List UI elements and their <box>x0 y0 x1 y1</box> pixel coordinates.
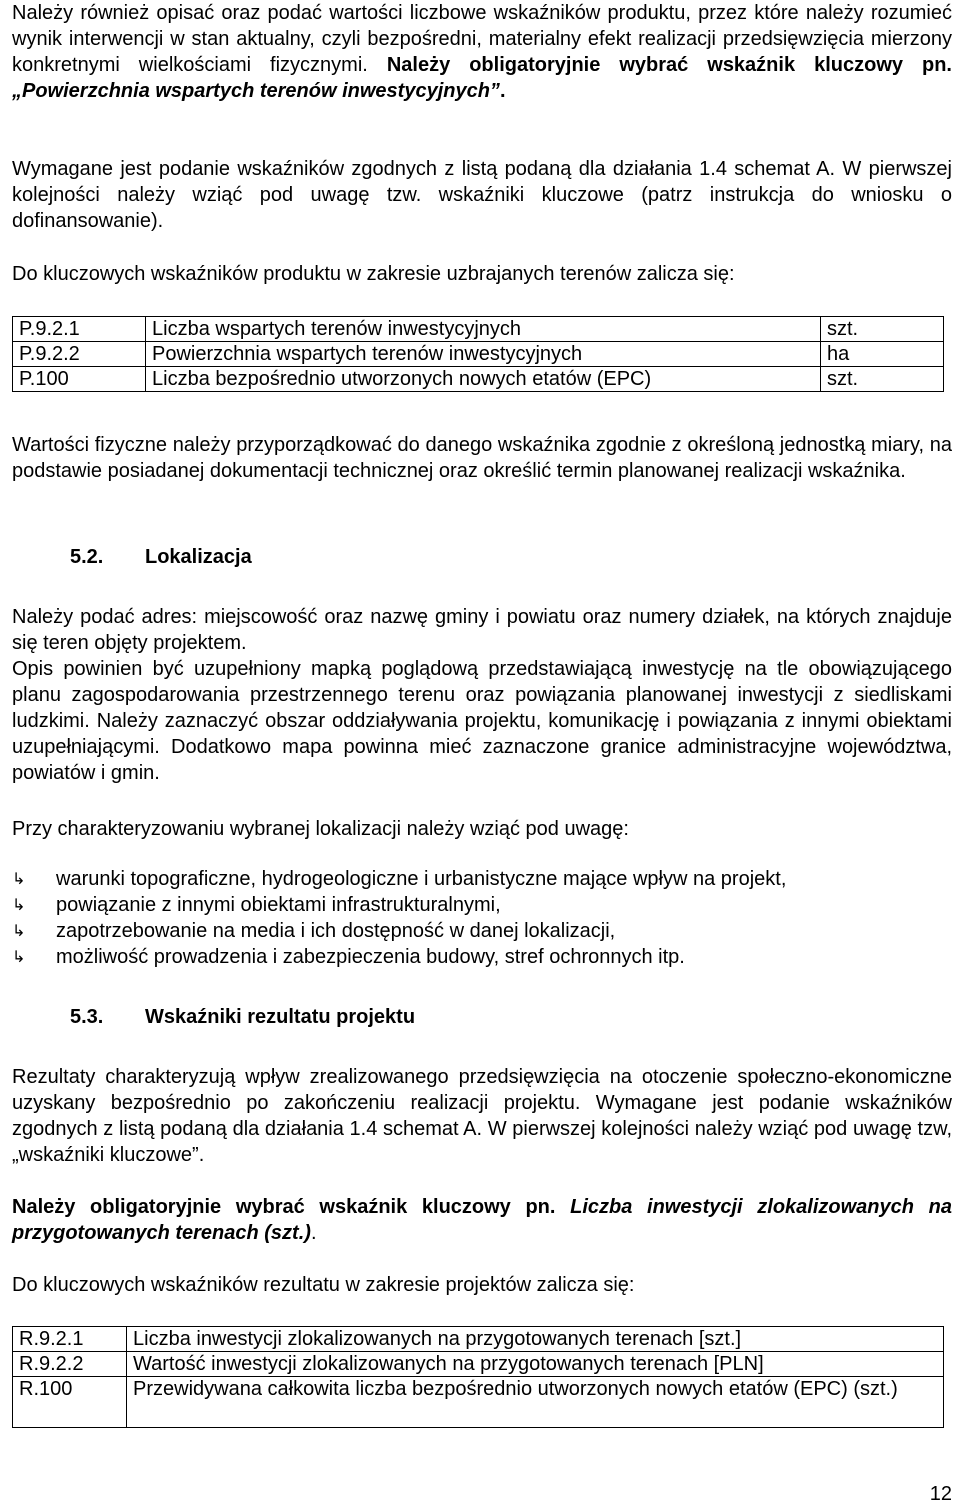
section-title-5-3: Wskaźniki rezultatu projektu <box>145 1006 416 1028</box>
obligatory-text: Należy obligatoryjnie wybrać wskaźnik kluczowy pn. <box>12 1196 571 1218</box>
return-arrow-icon: ↳ <box>12 947 26 966</box>
section-number-5-3: 5.3. <box>70 1006 104 1028</box>
address-paragraph: Należy podać adres: miejscowość oraz nazwę gminy i powiatu oraz numery działek, na których znajduje się teren objęty projektem. <box>12 606 952 654</box>
sentence-end: . <box>310 1222 317 1244</box>
indicator-unit: ha <box>821 342 944 367</box>
table-row <box>13 342 944 367</box>
table-row <box>13 1377 944 1428</box>
list-item <box>12 918 952 944</box>
list-item-text: warunki topograficzne, hydrogeologiczne i urbanistyczne mające wpływ na projekt, <box>56 868 787 890</box>
list-item-text: możliwość prowadzenia i zabezpieczenia budowy, stref ochronnych itp. <box>56 946 685 968</box>
description-paragraph: Opis powinien być uzupełniony mapką poglądową przedstawiającą inwestycję na tle obowiązującego planu zagospodarowania przestrzennego terenu oraz powiązania planowanej inwestycji z siedliskami ludzkimi. Należy zaznaczyć obszar oddziaływania projektu, komunikację i powiązania z innymi obiektami uzupełniającymi. Dodatkowo mapa powinna mieć zaznaczone granice administracyjne województwa, powiatów i gmin. <box>12 658 952 784</box>
obligatory-text: Należy obligatoryjnie wybrać wskaźnik kluczowy pn. <box>386 54 952 76</box>
indicator-code: P.9.2.1 <box>13 317 146 342</box>
product-intro: Do kluczowych wskaźników produktu w zakresie uzbrajanych terenów zalicza się: <box>12 263 735 285</box>
location-criteria-list <box>12 866 952 970</box>
table-row <box>13 317 944 342</box>
list-item <box>12 866 952 892</box>
list-item <box>12 892 952 918</box>
table-row <box>13 367 944 392</box>
required-paragraph: Wymagane jest podanie wskaźników zgodnych z listą podaną dla działania 1.4 schemat A. W pierwszej kolejności należy wziąć pod uwagę tzw. wskaźniki kluczowe (patrz instrukcja do wniosku o dofinansowanie). <box>12 158 952 232</box>
list-item-text: zapotrzebowanie na media i ich dostępność w danej lokalizacji, <box>56 920 616 942</box>
page-number: 12 <box>929 1483 952 1505</box>
sentence-end: . <box>499 80 506 102</box>
table-row <box>13 1352 944 1377</box>
return-arrow-icon: ↳ <box>12 869 26 888</box>
indicator-name: Liczba bezpośrednio utworzonych nowych etatów (EPC) <box>146 367 821 392</box>
indicator-code: R.100 <box>13 1377 127 1428</box>
key-indicator-name: Liczba inwestycji zlokalizowanych na przygotowanych terenach (szt.) <box>12 1196 952 1244</box>
indicator-code: R.9.2.1 <box>13 1327 127 1352</box>
indicator-code: P.9.2.2 <box>13 342 146 367</box>
indicator-unit: szt. <box>821 367 944 392</box>
indicator-name: Przewidywana całkowita liczba bezpośrednio utworzonych nowych etatów (EPC) (szt.) <box>127 1377 944 1428</box>
indicator-name: Wartość inwestycji zlokalizowanych na przygotowanych terenach [PLN] <box>127 1352 944 1377</box>
section-title-5-2: Lokalizacja <box>145 546 252 568</box>
key-indicator-name: „Powierzchnia wspartych terenów inwestycyjnych” <box>12 80 500 102</box>
indicator-code: P.100 <box>13 367 146 392</box>
section-number-5-2: 5.2. <box>70 546 104 568</box>
return-arrow-icon: ↳ <box>12 895 26 914</box>
product-indicators-table <box>12 316 944 392</box>
indicator-code: R.9.2.2 <box>13 1352 127 1377</box>
indicator-unit: szt. <box>821 317 944 342</box>
indicator-name: Liczba inwestycji zlokalizowanych na przygotowanych terenach [szt.] <box>127 1327 944 1352</box>
indicator-name: Powierzchnia wspartych terenów inwestycyjnych <box>146 342 821 367</box>
obligatory-paragraph <box>12 1194 952 1246</box>
indicator-name: Liczba wspartych terenów inwestycyjnych <box>146 317 821 342</box>
table-row <box>13 1327 944 1352</box>
results-paragraph: Rezultaty charakteryzują wpływ zrealizowanego przedsięwzięcia na otoczenie społeczno-ekonomiczne uzyskany bezpośrednio po zakończeniu realizacji projektu. Wymagane jest podanie wskaźników zgodnych z listą podaną dla działania 1.4 schemat A. W pierwszej kolejności należy wziąć pod uwagę tzw, „wskaźniki kluczowe”. <box>12 1066 952 1166</box>
result-indicators-table <box>12 1326 944 1428</box>
intro-paragraph <box>12 0 952 104</box>
location-intro: Przy charakteryzowaniu wybranej lokalizacji należy wziąć pod uwagę: <box>12 818 629 840</box>
intro-text: Należy również opisać oraz podać wartości liczbowe wskaźników produktu, przez które należy rozumieć wynik interwencji w stan aktualny, czyli bezpośredni, materialny efekt realizacji przedsięwzięcia mierzony konkretnymi wielkościami fizycznymi. <box>12 2 952 76</box>
return-arrow-icon: ↳ <box>12 921 26 940</box>
list-item <box>12 944 952 970</box>
result-intro: Do kluczowych wskaźników rezultatu w zakresie projektów zalicza się: <box>12 1274 635 1296</box>
list-item-text: powiązanie z innymi obiektami infrastrukturalnymi, <box>56 894 501 916</box>
values-paragraph: Wartości fizyczne należy przyporządkować do danego wskaźnika zgodnie z określoną jednostką miary, na podstawie posiadanej dokumentacji technicznej oraz określić termin planowanej realizacji wskaźnika. <box>12 434 952 482</box>
